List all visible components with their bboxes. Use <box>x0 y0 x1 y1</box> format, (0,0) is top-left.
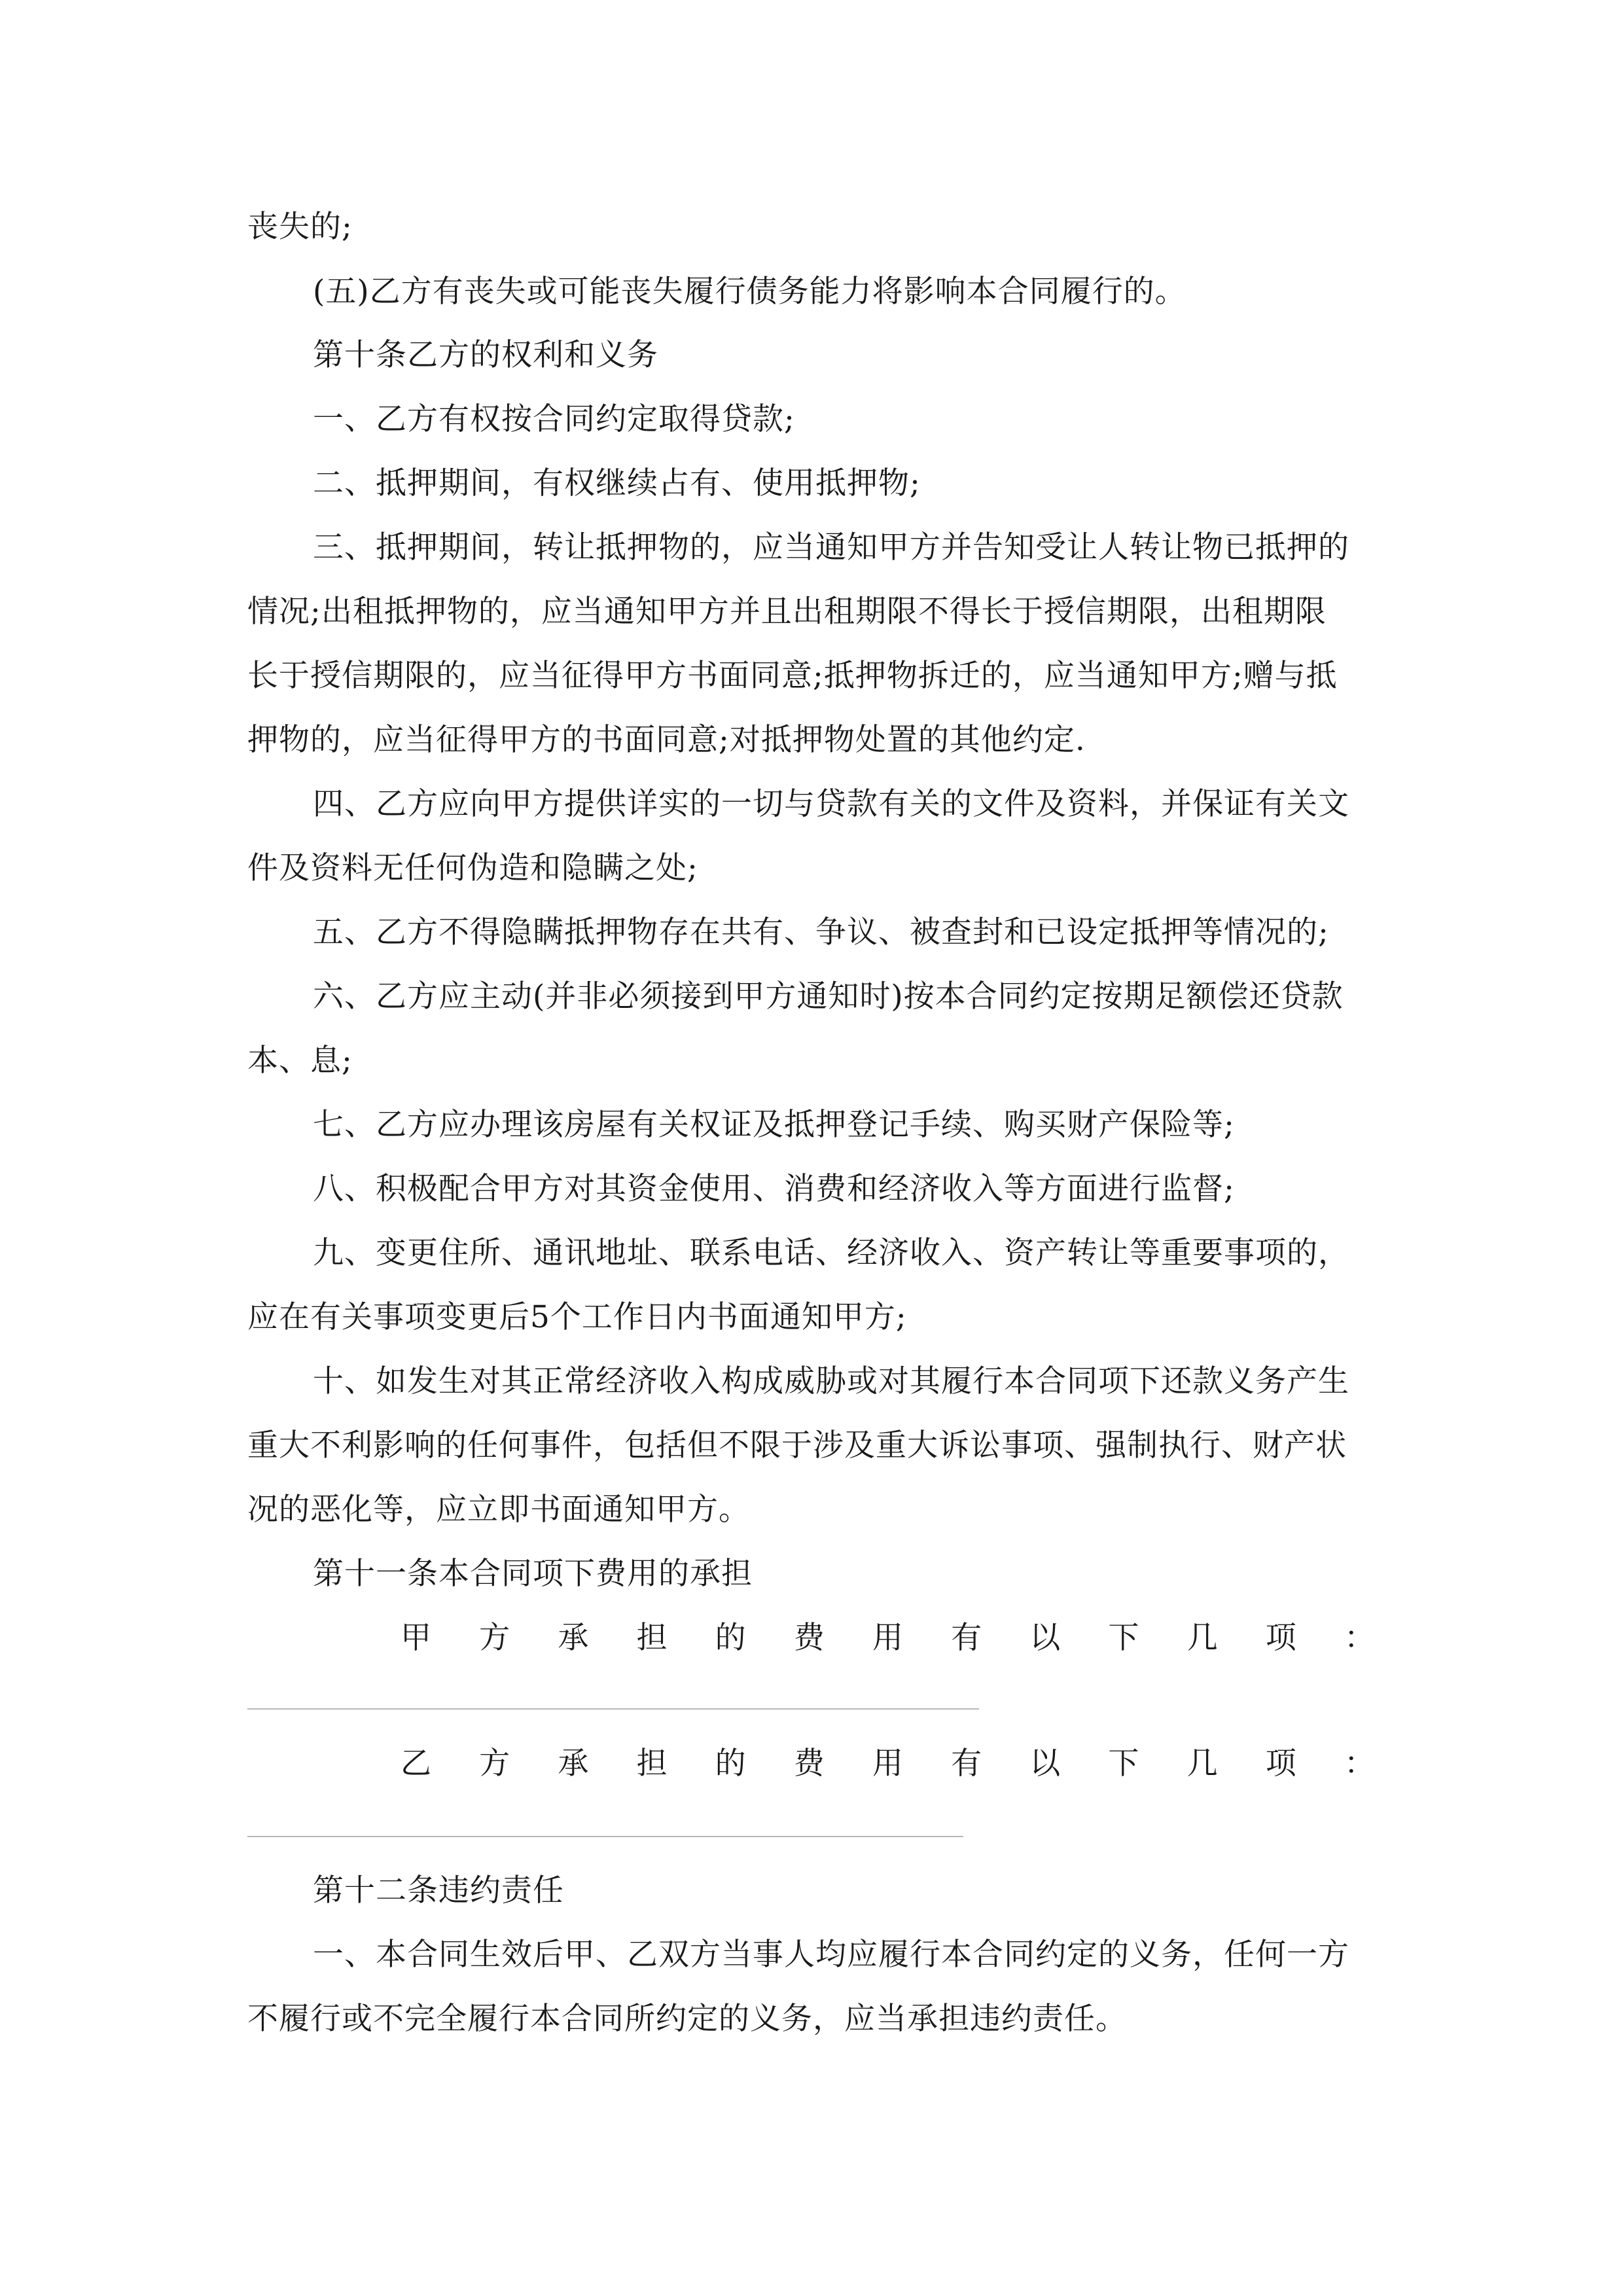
text-line: 长于授信期限的，应当征得甲方书面同意;抵押物拆迁的，应当通知甲方;赠与抵 <box>247 658 1338 694</box>
section-heading: 第十二条违约责任 <box>313 1873 564 1909</box>
spaced-char: 下 <box>1108 1746 1140 1782</box>
text-line: 一、本合同生效后甲、乙双方当事人均应履行本合同约定的义务，任何一方 <box>313 1937 1349 1973</box>
spaced-char: 费 <box>793 1620 825 1656</box>
spaced-char: 担 <box>636 1746 668 1782</box>
text-line: 七、乙方应办理该房屋有关权证及抵押登记手续、购买财产保险等; <box>313 1107 1235 1143</box>
spaced-char: 项 <box>1265 1620 1297 1656</box>
text-line: 件及资料无任何伪造和隐瞒之处; <box>247 850 698 886</box>
text-line: 情况;出租抵押物的，应当通知甲方并且出租期限不得长于授信期限，出租期限 <box>247 594 1327 630</box>
spaced-char: 的 <box>715 1746 747 1782</box>
spaced-char: 方 <box>479 1620 511 1656</box>
spaced-char: 以 <box>1029 1746 1061 1782</box>
fill-in-blank-line <box>247 1708 979 1710</box>
spaced-char: 项 <box>1265 1746 1297 1782</box>
spaced-char: 承 <box>558 1746 590 1782</box>
party-a-fees-line <box>401 1619 1376 1657</box>
text-line: 不履行或不完全履行本合同所约定的义务，应当承担违约责任。 <box>247 2001 1127 2037</box>
spaced-char: 乙 <box>401 1746 432 1782</box>
spaced-char: 用 <box>872 1746 904 1782</box>
text-line: 本、息; <box>247 1043 353 1079</box>
text-line: 重大不利影响的任何事件，包括但不限于涉及重大诉讼事项、强制执行、财产状 <box>247 1427 1347 1463</box>
text-line: 九、变更住所、通讯地址、联系电话、经济收入、资产转让等重要事项的， <box>313 1235 1349 1271</box>
text-line: 况的恶化等，应立即书面通知甲方。 <box>247 1492 750 1528</box>
spaced-char: 几 <box>1186 1746 1219 1782</box>
text-line: (五)乙方有丧失或可能丧失履行债务能力将影响本合同履行的。 <box>313 274 1186 310</box>
text-line: 八、积极配合甲方对其资金使用、消费和经济收入等方面进行监督; <box>313 1171 1235 1207</box>
spaced-char: 用 <box>872 1620 904 1656</box>
text-line: 二、抵押期间，有权继续占有、使用抵押物; <box>313 465 921 501</box>
section-heading: 第十条乙方的权利和义务 <box>313 337 658 373</box>
spaced-char: 方 <box>479 1746 511 1782</box>
spaced-char: 下 <box>1108 1620 1140 1656</box>
text-line: 应在有关事项变更后5个工作日内书面通知甲方; <box>247 1299 907 1335</box>
spaced-char: 的 <box>715 1620 747 1656</box>
spaced-char: 费 <box>793 1746 825 1782</box>
section-heading: 第十一条本合同项下费用的承担 <box>313 1556 753 1592</box>
spaced-char: 有 <box>951 1746 983 1782</box>
spaced-char: 承 <box>558 1620 590 1656</box>
text-line: 十、如发生对其正常经济收入构成威胁或对其履行本合同项下还款义务产生 <box>313 1363 1349 1399</box>
spaced-char: ： <box>1344 1620 1376 1656</box>
spaced-char: ： <box>1344 1746 1376 1782</box>
spaced-char: 担 <box>636 1620 668 1656</box>
spaced-char: 甲 <box>401 1620 432 1656</box>
text-line: 押物的，应当征得甲方的书面同意;对抵押物处置的其他约定. <box>247 722 1086 758</box>
party-b-fees-line <box>401 1745 1376 1783</box>
spaced-char: 几 <box>1186 1620 1219 1656</box>
text-line: 一、乙方有权按合同约定取得贷款; <box>313 401 795 437</box>
spaced-char: 有 <box>951 1620 983 1656</box>
spaced-char: 以 <box>1029 1620 1061 1656</box>
fill-in-blank-line <box>247 1836 963 1837</box>
text-line: 丧失的; <box>247 209 353 245</box>
text-line: 四、乙方应向甲方提供详实的一切与贷款有关的文件及资料，并保证有关文 <box>313 786 1349 822</box>
text-line: 三、抵押期间，转让抵押物的，应当通知甲方并告知受让人转让物已抵押的 <box>313 529 1349 565</box>
text-line: 五、乙方不得隐瞒抵押物存在共有、争议、被查封和已设定抵押等情况的; <box>313 914 1329 950</box>
text-line: 六、乙方应主动(并非必须接到甲方通知时)按本合同约定按期足额偿还贷款 <box>313 978 1344 1014</box>
